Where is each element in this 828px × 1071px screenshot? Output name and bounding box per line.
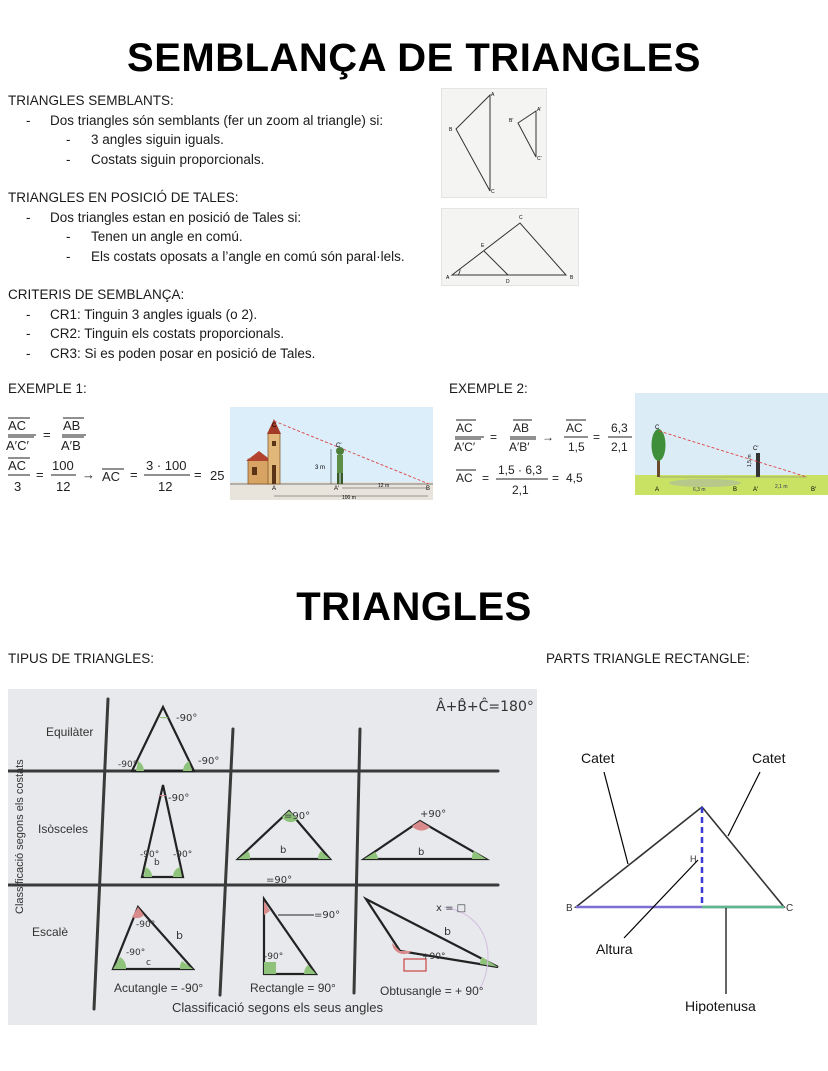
list-item: - Dos triangles són semblants (fer un zoom al triangle) si: — [8, 111, 383, 131]
section-title: TRIANGLES — [296, 585, 532, 629]
eq-text: A′B′ — [509, 440, 530, 454]
section-similar-triangles — [8, 91, 383, 169]
eq-text: 100 — [52, 458, 74, 473]
angle-note: =90° — [314, 910, 341, 921]
vertex-label-c: C — [786, 903, 794, 914]
side-note: b — [418, 847, 425, 858]
list-subitem: - Els costats oposats a l’angle en comú són paral·lels. — [8, 247, 405, 267]
catet-label-right: Catet — [752, 750, 786, 766]
list-item: - CR3: Si es poden posar en posició de Tales. — [8, 344, 315, 364]
eq-text: 1,5 — [568, 440, 585, 454]
svg-text:=: = — [43, 427, 51, 442]
fig-label: A — [272, 486, 277, 492]
fig-label: 1,5 m — [747, 454, 753, 467]
vertex-label: A — [491, 92, 495, 98]
eq-text: 3 — [14, 479, 22, 494]
example-1-equations — [4, 408, 230, 498]
eq-text: 2,1 — [611, 440, 628, 454]
eq-text: AB — [513, 421, 530, 435]
section-tales-position — [8, 188, 405, 266]
row-label-equilateral: Equilàter — [46, 725, 94, 739]
altura-label: Altura — [596, 941, 633, 957]
side-note: b — [444, 925, 451, 938]
eq-text: 1,5 · 6,3 — [498, 463, 543, 477]
svg-text:=: = — [482, 471, 490, 485]
eq-text: 4,5 — [566, 471, 583, 485]
vertex-label-b: B — [566, 903, 573, 914]
angle-note: -90° — [140, 850, 160, 860]
eq-text: AC — [8, 418, 27, 433]
fig-label: 100 m — [342, 495, 356, 500]
eq-text: AC — [566, 421, 583, 435]
list-item: - CR1: Tinguin 3 angles iguals (o 2). — [8, 305, 315, 325]
col-label-right: Rectangle = 90° — [250, 981, 336, 995]
example-1-scene — [230, 407, 433, 500]
list-item: - Dos triangles estan en posició de Tales si: — [8, 208, 405, 228]
svg-text:=: = — [194, 467, 202, 482]
angle-note: =90° — [284, 811, 311, 822]
list-subitem: - Costats siguin proporcionals. — [8, 150, 383, 170]
angle-note: -90° — [168, 793, 190, 804]
side-note: b — [154, 858, 160, 868]
vertex-label: A — [446, 275, 450, 281]
fig-label: 6,3 m — [693, 487, 706, 493]
angle-note: =90° — [266, 875, 293, 886]
fig-label: C′ — [336, 443, 342, 449]
example-2-figure — [635, 393, 828, 495]
angle-note: +90° — [420, 809, 447, 820]
fig-label: B′ — [811, 487, 817, 493]
fig-label: A′ — [753, 487, 759, 493]
fig-label: 3 m — [315, 465, 326, 471]
right-triangle-parts-diagram — [552, 732, 828, 1032]
svg-text:=: = — [36, 467, 44, 482]
section-criteria — [8, 285, 315, 363]
fig-label: 12 m — [378, 483, 390, 489]
eq-text: 12 — [56, 479, 71, 494]
vertex-label: A′ — [537, 107, 542, 113]
parts-label: PARTS TRIANGLE RECTANGLE: — [546, 651, 750, 666]
section-heading: TRIANGLES SEMBLANTS: — [8, 93, 174, 108]
fig-label: B — [426, 486, 431, 492]
vertex-label: B — [449, 127, 453, 133]
page-title: SEMBLANÇA DE TRIANGLES — [127, 36, 701, 80]
svg-text:=: = — [552, 471, 560, 485]
eq-text: AC — [102, 469, 121, 484]
fig-label: C — [272, 423, 277, 429]
svg-text:=: = — [490, 430, 498, 444]
fig-label: B — [733, 487, 738, 493]
hipotenusa-label: Hipotenusa — [685, 998, 756, 1014]
eq-text: 3 · 100 — [146, 458, 187, 473]
list-subitem: - 3 angles siguin iguals. — [8, 130, 383, 150]
eq-text: 6,3 — [611, 421, 628, 435]
example-1-label: EXEMPLE 1: — [8, 381, 87, 396]
angle-note: -90° — [118, 760, 138, 770]
angle-note: -90° — [136, 920, 156, 930]
row-label-scalene: Escalè — [32, 925, 69, 939]
section-heading: TRIANGLES EN POSICIÓ DE TALES: — [8, 190, 239, 205]
side-note: c — [146, 958, 151, 968]
example-2-scene — [635, 393, 828, 495]
similar-triangles-figure — [441, 88, 547, 198]
types-label: TIPUS DE TRIANGLES: — [8, 651, 155, 666]
fig-label: C′ — [753, 446, 759, 452]
angle-note: +90° — [422, 952, 446, 962]
angle-note: -90° — [173, 850, 193, 860]
tales-drawing — [442, 209, 580, 287]
triangle-types-drawing — [8, 689, 537, 1025]
similar-triangles-drawing — [442, 89, 548, 199]
eq-text: 2,1 — [512, 483, 529, 497]
vertex-label-h: H — [690, 854, 697, 864]
example-1-figure — [230, 407, 433, 500]
svg-text:=: = — [593, 430, 601, 444]
vertex-label: E — [481, 243, 485, 249]
svg-text:=: = — [130, 467, 138, 482]
eq-text: A′C′ — [454, 440, 476, 454]
vertex-label: D — [506, 279, 510, 285]
catet-label-left: Catet — [581, 750, 615, 766]
side-note: b — [176, 929, 183, 942]
vertex-label: B′ — [509, 118, 514, 124]
side-caption: Classificació segons els costats — [14, 759, 26, 914]
fig-label: C — [655, 425, 660, 431]
angle-sum-formula: Â+B̂+Ĉ=180° — [436, 699, 534, 715]
vertex-label: B — [570, 275, 574, 281]
eq-text: 25 — [210, 468, 225, 483]
vertex-label: C — [491, 189, 495, 195]
svg-text:→: → — [542, 430, 554, 444]
angle-note: -90° — [176, 713, 198, 724]
eq-text: A′C′ — [6, 438, 29, 453]
angle-note: -90° — [126, 948, 146, 958]
eq-text: AB — [63, 418, 81, 433]
svg-text:→: → — [82, 467, 95, 482]
angle-note: -90° — [198, 756, 220, 767]
section-heading: CRITERIS DE SEMBLANÇA: — [8, 287, 185, 302]
fig-label: A′ — [334, 486, 340, 492]
list-subitem: - Tenen un angle en comú. — [8, 227, 405, 247]
triangle-types-board — [8, 689, 537, 1025]
bottom-caption: Classificació segons els seus angles — [172, 1000, 383, 1015]
angle-note: -90° — [264, 952, 284, 962]
row-label-isosceles: Isòsceles — [38, 822, 89, 836]
tales-figure — [441, 208, 579, 286]
eq-text: A′B — [61, 438, 81, 453]
fig-label: A — [655, 487, 660, 493]
col-label-obtuse: Obtusangle = + 90° — [380, 984, 484, 998]
example-2-label: EXEMPLE 2: — [449, 381, 528, 396]
vertex-label: C — [519, 215, 523, 221]
eq-text: 12 — [158, 479, 173, 494]
eq-text: AC — [456, 471, 473, 485]
fig-label: 2,1 m — [775, 484, 788, 490]
eq-text: AC — [456, 421, 473, 435]
list-item: - CR2: Tinguin els costats proporcionals. — [8, 324, 315, 344]
col-label-acute: Acutangle = -90° — [114, 981, 204, 995]
example-2-equations — [450, 412, 636, 502]
vertex-label: C′ — [537, 156, 542, 162]
angle-note: x = □ — [436, 903, 467, 914]
eq-text: AC — [8, 458, 27, 473]
side-note: b — [280, 845, 287, 856]
